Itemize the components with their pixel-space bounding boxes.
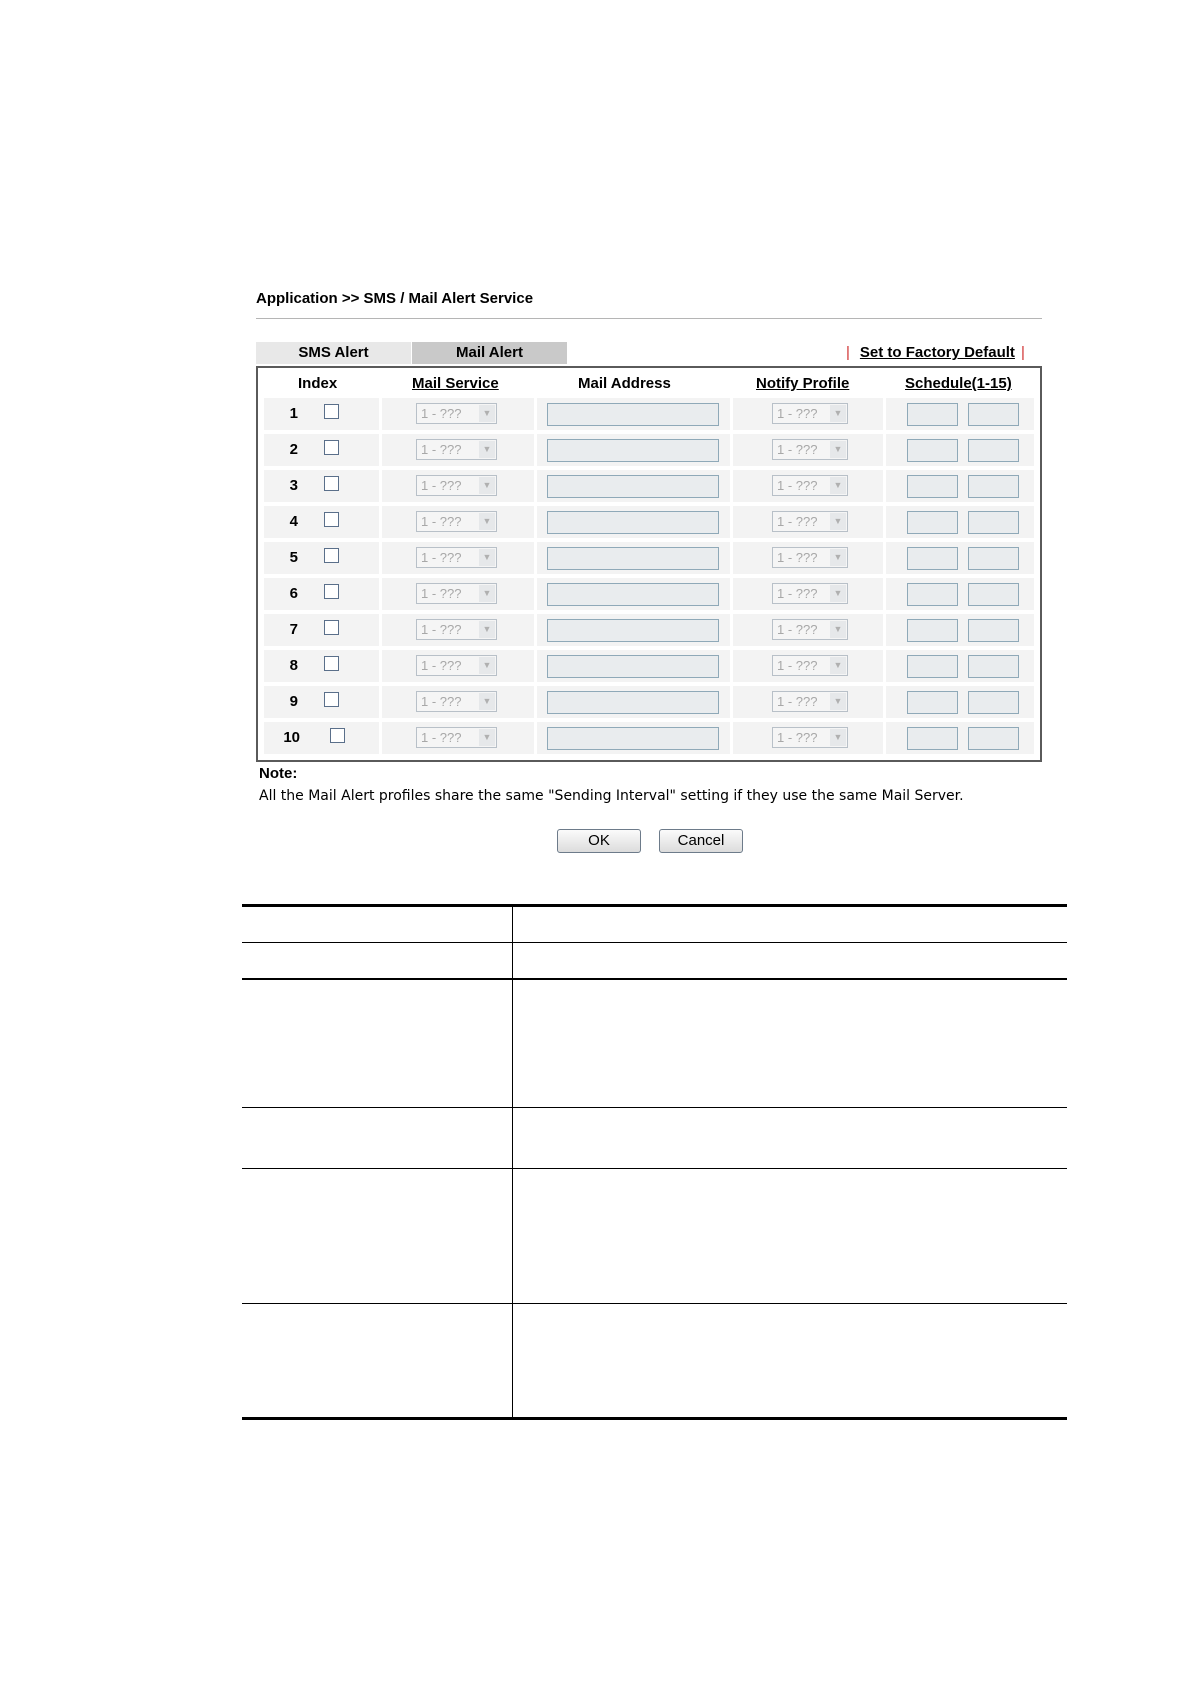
notify-profile-select[interactable] (772, 655, 848, 676)
schedule-cell (886, 614, 1034, 646)
mail-address-input[interactable] (547, 619, 719, 642)
chevron-down-icon: ▼ (830, 729, 846, 746)
table-row (264, 470, 1034, 502)
notify-profile-select[interactable] (772, 475, 848, 496)
mail-address-cell (537, 470, 730, 502)
mail-address-cell (537, 722, 730, 754)
row-enable-checkbox[interactable] (324, 548, 339, 563)
table-divider (242, 1303, 1067, 1304)
notify-profile-cell (733, 686, 883, 718)
schedule-cell (886, 686, 1034, 718)
mail-service-value: 1 - ??? (421, 730, 462, 745)
mail-address-input[interactable] (547, 727, 719, 750)
schedule-input-1[interactable] (907, 439, 958, 462)
row-enable-checkbox[interactable] (324, 512, 339, 527)
row-enable-checkbox[interactable] (330, 728, 345, 743)
notify-profile-value: 1 - ??? (777, 514, 818, 529)
row-index: 10 (283, 729, 300, 746)
row-index: 6 (289, 585, 298, 602)
table-border (242, 904, 1067, 907)
row-index: 2 (289, 441, 298, 458)
row-index: 4 (289, 513, 298, 530)
schedule-cell (886, 470, 1034, 502)
schedule-input-2[interactable] (968, 655, 1019, 678)
notify-profile-select[interactable] (772, 439, 848, 460)
table-row (264, 650, 1034, 682)
mail-service-cell (382, 542, 534, 574)
col-mail-address: Mail Address (578, 375, 671, 392)
chevron-down-icon: ▼ (479, 549, 495, 566)
tab-mail-alert[interactable]: Mail Alert (412, 342, 567, 364)
table-row (264, 614, 1034, 646)
chevron-down-icon: ▼ (830, 513, 846, 530)
table-row (264, 722, 1034, 754)
col-mail-service[interactable]: Mail Service (412, 375, 499, 392)
schedule-input-2[interactable] (968, 439, 1019, 462)
schedule-input-2[interactable] (968, 619, 1019, 642)
index-cell (264, 434, 379, 466)
notify-profile-value: 1 - ??? (777, 694, 818, 709)
factory-default-area (846, 342, 1025, 364)
chevron-down-icon: ▼ (830, 657, 846, 674)
notify-profile-value: 1 - ??? (777, 586, 818, 601)
chevron-down-icon: ▼ (830, 585, 846, 602)
notify-profile-select[interactable] (772, 547, 848, 568)
chevron-down-icon: ▼ (830, 405, 846, 422)
table-divider (242, 1168, 1067, 1169)
row-index: 9 (289, 693, 298, 710)
mail-address-input[interactable] (547, 403, 719, 426)
mail-service-value: 1 - ??? (421, 586, 462, 601)
mail-service-select[interactable] (416, 619, 497, 640)
mail-service-value: 1 - ??? (421, 550, 462, 565)
mail-service-value: 1 - ??? (421, 694, 462, 709)
schedule-cell (886, 398, 1034, 430)
index-cell (264, 578, 379, 610)
mail-address-input[interactable] (547, 475, 719, 498)
schedule-input-1[interactable] (907, 619, 958, 642)
mail-address-input[interactable] (547, 655, 719, 678)
index-cell (264, 686, 379, 718)
row-index: 7 (289, 621, 298, 638)
chevron-down-icon: ▼ (479, 441, 495, 458)
mail-address-cell (537, 614, 730, 646)
chevron-down-icon: ▼ (479, 585, 495, 602)
schedule-input-1[interactable] (907, 403, 958, 426)
mail-service-value: 1 - ??? (421, 406, 462, 421)
table-row (264, 434, 1034, 466)
mail-service-cell (382, 506, 534, 538)
index-cell (264, 650, 379, 682)
chevron-down-icon: ▼ (830, 441, 846, 458)
chevron-down-icon: ▼ (830, 477, 846, 494)
mail-address-input[interactable] (547, 691, 719, 714)
notify-profile-value: 1 - ??? (777, 478, 818, 493)
chevron-down-icon: ▼ (479, 477, 495, 494)
schedule-input-2[interactable] (968, 403, 1019, 426)
notify-profile-cell (733, 614, 883, 646)
note-text: All the Mail Alert profiles share the same "Sending Interval" setting if they use the same Mail Server. (259, 788, 964, 804)
row-enable-checkbox[interactable] (324, 404, 339, 419)
mail-service-select[interactable] (416, 547, 497, 568)
schedule-input-1[interactable] (907, 511, 958, 534)
schedule-input-2[interactable] (968, 475, 1019, 498)
notify-profile-value: 1 - ??? (777, 550, 818, 565)
separator: | (846, 344, 850, 361)
mail-address-cell (537, 542, 730, 574)
chevron-down-icon: ▼ (479, 729, 495, 746)
mail-address-input[interactable] (547, 439, 719, 462)
mail-service-cell (382, 470, 534, 502)
mail-service-cell (382, 686, 534, 718)
mail-address-cell (537, 686, 730, 718)
description-table (242, 904, 1067, 1420)
note-title: Note: (259, 765, 298, 782)
notify-profile-value: 1 - ??? (777, 730, 818, 745)
row-enable-checkbox[interactable] (324, 692, 339, 707)
notify-profile-value: 1 - ??? (777, 622, 818, 637)
row-index: 3 (289, 477, 298, 494)
mail-service-select[interactable] (416, 691, 497, 712)
row-enable-checkbox[interactable] (324, 476, 339, 491)
schedule-cell (886, 650, 1034, 682)
breadcrumb: Application >> SMS / Mail Alert Service (256, 290, 1042, 319)
notify-profile-cell (733, 434, 883, 466)
chevron-down-icon: ▼ (479, 693, 495, 710)
mail-service-cell (382, 578, 534, 610)
mail-service-value: 1 - ??? (421, 514, 462, 529)
chevron-down-icon: ▼ (479, 405, 495, 422)
mail-service-value: 1 - ??? (421, 658, 462, 673)
schedule-cell (886, 578, 1034, 610)
notify-profile-value: 1 - ??? (777, 406, 818, 421)
schedule-input-1[interactable] (907, 475, 958, 498)
chevron-down-icon: ▼ (479, 513, 495, 530)
table-divider (242, 978, 1067, 980)
col-index: Index (298, 375, 338, 392)
notify-profile-cell (733, 470, 883, 502)
chevron-down-icon: ▼ (830, 621, 846, 638)
schedule-input-1[interactable] (907, 547, 958, 570)
index-cell (264, 470, 379, 502)
table-divider (242, 942, 1067, 943)
schedule-input-2[interactable] (968, 727, 1019, 750)
table-row (264, 578, 1034, 610)
notify-profile-select[interactable] (772, 403, 848, 424)
table-row (264, 542, 1034, 574)
mail-address-cell (537, 398, 730, 430)
index-cell (264, 398, 379, 430)
table-column-divider (512, 904, 513, 1420)
row-index: 5 (289, 549, 298, 566)
notify-profile-value: 1 - ??? (777, 658, 818, 673)
row-enable-checkbox[interactable] (324, 440, 339, 455)
table-row (264, 398, 1034, 430)
mail-address-cell (537, 650, 730, 682)
table-row (264, 686, 1034, 718)
schedule-input-1[interactable] (907, 583, 958, 606)
mail-service-select[interactable] (416, 583, 497, 604)
schedule-cell (886, 542, 1034, 574)
schedule-input-1[interactable] (907, 727, 958, 750)
set-factory-default-link[interactable]: Set to Factory Default (859, 344, 1015, 361)
schedule-cell (886, 434, 1034, 466)
index-cell (264, 542, 379, 574)
mail-service-select[interactable] (416, 655, 497, 676)
mail-service-select[interactable] (416, 439, 497, 460)
notify-profile-select[interactable] (772, 691, 848, 712)
mail-service-select[interactable] (416, 727, 497, 748)
row-enable-checkbox[interactable] (324, 620, 339, 635)
index-cell (264, 722, 379, 754)
schedule-cell (886, 722, 1034, 754)
chevron-down-icon: ▼ (479, 657, 495, 674)
cancel-button[interactable]: Cancel (659, 829, 743, 853)
index-cell (264, 614, 379, 646)
mail-address-cell (537, 434, 730, 466)
ok-button[interactable]: OK (557, 829, 641, 853)
notify-profile-select[interactable] (772, 727, 848, 748)
mail-alert-table (256, 366, 1042, 762)
row-enable-checkbox[interactable] (324, 656, 339, 671)
mail-service-value: 1 - ??? (421, 622, 462, 637)
table-row (264, 506, 1034, 538)
schedule-input-2[interactable] (968, 547, 1019, 570)
schedule-input-1[interactable] (907, 655, 958, 678)
col-schedule[interactable]: Schedule(1-15) (905, 375, 1012, 392)
notify-profile-value: 1 - ??? (777, 442, 818, 457)
notify-profile-cell (733, 506, 883, 538)
schedule-input-1[interactable] (907, 691, 958, 714)
row-index: 1 (289, 405, 298, 422)
mail-service-select[interactable] (416, 403, 497, 424)
mail-service-cell (382, 434, 534, 466)
chevron-down-icon: ▼ (479, 621, 495, 638)
col-notify-profile[interactable]: Notify Profile (756, 375, 850, 392)
notify-profile-select[interactable] (772, 583, 848, 604)
notify-profile-cell (733, 722, 883, 754)
mail-service-cell (382, 614, 534, 646)
notify-profile-select[interactable] (772, 619, 848, 640)
chevron-down-icon: ▼ (830, 549, 846, 566)
row-enable-checkbox[interactable] (324, 584, 339, 599)
mail-address-cell (537, 578, 730, 610)
notify-profile-cell (733, 398, 883, 430)
notify-profile-cell (733, 578, 883, 610)
notify-profile-cell (733, 542, 883, 574)
mail-service-value: 1 - ??? (421, 442, 462, 457)
notify-profile-select[interactable] (772, 511, 848, 532)
chevron-down-icon: ▼ (830, 693, 846, 710)
table-divider (242, 1107, 1067, 1108)
schedule-input-2[interactable] (968, 583, 1019, 606)
schedule-cell (886, 506, 1034, 538)
mail-address-cell (537, 506, 730, 538)
mail-service-select[interactable] (416, 511, 497, 532)
separator: | (1020, 344, 1025, 361)
row-index: 8 (289, 657, 298, 674)
schedule-input-2[interactable] (968, 511, 1019, 534)
mail-service-value: 1 - ??? (421, 478, 462, 493)
notify-profile-cell (733, 650, 883, 682)
mail-service-select[interactable] (416, 475, 497, 496)
table-border (242, 1417, 1067, 1420)
mail-service-cell (382, 398, 534, 430)
mail-address-input[interactable] (547, 511, 719, 534)
schedule-input-2[interactable] (968, 691, 1019, 714)
index-cell (264, 506, 379, 538)
mail-address-input[interactable] (547, 547, 719, 570)
mail-service-cell (382, 650, 534, 682)
tab-sms-alert[interactable]: SMS Alert (256, 342, 411, 364)
mail-service-cell (382, 722, 534, 754)
mail-address-input[interactable] (547, 583, 719, 606)
